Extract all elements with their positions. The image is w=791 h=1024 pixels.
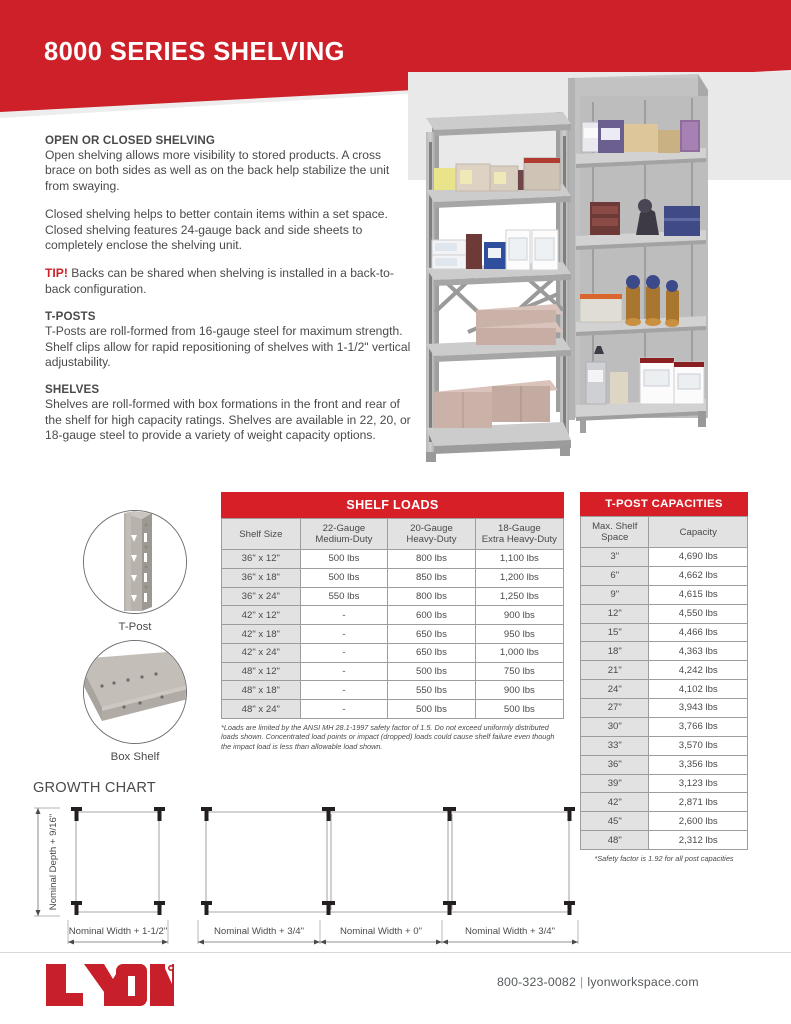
table-row: [581, 623, 748, 642]
cell-max-shelf-space: 36": [581, 755, 649, 774]
tpost-capacities-banner: T-POST CAPACITIES: [580, 492, 748, 516]
growth-bay-label-4: Nominal Width + 3/4": [464, 926, 556, 937]
table-row: [581, 831, 748, 850]
footer-divider: [0, 952, 791, 953]
table-row: [222, 700, 564, 719]
cell-shelf-size: 36" x 18": [222, 568, 301, 587]
figure-caption-box-shelf: Box Shelf: [110, 751, 160, 763]
cell-shelf-size: 48" x 24": [222, 700, 301, 719]
shelf-loads-banner: SHELF LOADS: [221, 492, 564, 518]
cell-load-value: -: [300, 643, 388, 662]
cell-load-value: 1,200 lbs: [475, 568, 563, 587]
cell-load-value: 850 lbs: [388, 568, 476, 587]
cell-load-value: 800 lbs: [388, 587, 476, 606]
cell-capacity: 3,943 lbs: [649, 699, 748, 718]
table-header-row: [222, 519, 564, 550]
cell-shelf-size: 48" x 18": [222, 681, 301, 700]
table-row: [222, 681, 564, 700]
cell-capacity: 3,766 lbs: [649, 717, 748, 736]
cell-max-shelf-space: 18": [581, 642, 649, 661]
cell-load-value: 650 lbs: [388, 625, 476, 644]
cell-capacity: 2,871 lbs: [649, 793, 748, 812]
paragraph-shelves: Shelves are roll-formed with box formations in the front and rear of the shelf for high capacity ratings. Shelves are available in 22, 20, or 18-gauge steel to provide a variety of weight capacity options.: [45, 397, 411, 443]
cell-max-shelf-space: 9": [581, 585, 649, 604]
cell-max-shelf-space: 27": [581, 699, 649, 718]
table-row: [581, 680, 748, 699]
growth-chart-title: GROWTH CHART: [33, 780, 156, 796]
shelf-loads-footnote: *Loads are limited by the ANSI MH 28.1-1997 safety factor of 1.5. Do not exceed uniformly distributed loads shown. Concentrated load points or impact (dropped) loads could cause shelf failure even though the impact load is less than allowable load shown.: [221, 723, 555, 751]
cell-shelf-size: 42" x 12": [222, 606, 301, 625]
cell-load-value: -: [300, 681, 388, 700]
shelving-illustration: [408, 72, 791, 470]
heading-t-posts: T-POSTS: [45, 310, 96, 324]
footer-website[interactable]: lyonworkspace.com: [587, 975, 699, 989]
copy-block-shelves: [45, 383, 411, 443]
paragraph-tip: [45, 266, 411, 297]
shelf-loads-table: [221, 492, 564, 751]
col-18-gauge: 18-Gauge Extra Heavy-Duty: [475, 519, 563, 550]
growth-bay-label-1: Nominal Width + 1-1/2": [68, 926, 168, 937]
figure-box-shelf: [83, 640, 187, 763]
paragraph-t-posts: T-Posts are roll-formed from 16-gauge steel for maximum strength. Shelf clips allow for rapid repositioning of shelves with 1-1/2" vertical adjustability.: [45, 324, 411, 370]
cell-shelf-size: 48" x 12": [222, 662, 301, 681]
cell-capacity: 4,102 lbs: [649, 680, 748, 699]
col-max-shelf-space: Max. Shelf Space: [581, 517, 649, 548]
table-row: [581, 699, 748, 718]
copy-block-t-posts: [45, 310, 411, 370]
heading-shelves: SHELVES: [45, 383, 100, 397]
table-row: [222, 643, 564, 662]
table-row: [581, 585, 748, 604]
growth-depth-label: Nominal Depth + 9/16": [48, 813, 59, 911]
cell-capacity: 3,356 lbs: [649, 755, 748, 774]
shelf-loads-grid: [221, 518, 564, 719]
cell-capacity: 4,363 lbs: [649, 642, 748, 661]
table-header-row: [581, 517, 748, 548]
cell-load-value: 650 lbs: [388, 643, 476, 662]
cell-max-shelf-space: 48": [581, 831, 649, 850]
table-row: [581, 566, 748, 585]
cell-capacity: 2,600 lbs: [649, 812, 748, 831]
cell-max-shelf-space: 45": [581, 812, 649, 831]
figure-t-post: [83, 510, 187, 633]
cell-capacity: 3,123 lbs: [649, 774, 748, 793]
figure-caption-t-post: T-Post: [118, 621, 152, 633]
cell-capacity: 2,312 lbs: [649, 831, 748, 850]
cell-load-value: 500 lbs: [388, 662, 476, 681]
growth-bay-label-2: Nominal Width + 3/4": [213, 926, 305, 937]
body-copy: [45, 134, 411, 457]
table-row: [222, 568, 564, 587]
cell-load-value: 1,250 lbs: [475, 587, 563, 606]
cell-capacity: 4,242 lbs: [649, 661, 748, 680]
cell-load-value: 600 lbs: [388, 606, 476, 625]
table-row: [581, 548, 748, 567]
col-20-gauge: 20-Gauge Heavy-Duty: [388, 519, 476, 550]
cell-load-value: 750 lbs: [475, 662, 563, 681]
cell-load-value: 800 lbs: [388, 550, 476, 569]
tip-label: TIP!: [45, 266, 68, 281]
cell-load-value: 900 lbs: [475, 681, 563, 700]
copy-block-closed-shelving: [45, 207, 411, 253]
cell-capacity: 4,690 lbs: [649, 548, 748, 567]
cell-load-value: 500 lbs: [388, 700, 476, 719]
cell-max-shelf-space: 12": [581, 604, 649, 623]
cell-max-shelf-space: 21": [581, 661, 649, 680]
cell-load-value: 1,100 lbs: [475, 550, 563, 569]
cell-load-value: 500 lbs: [300, 550, 388, 569]
cell-capacity: 3,570 lbs: [649, 736, 748, 755]
cell-shelf-size: 42" x 24": [222, 643, 301, 662]
heading-open-or-closed-shelving: OPEN OR CLOSED SHELVING: [45, 134, 216, 147]
cell-max-shelf-space: 39": [581, 774, 649, 793]
cell-load-value: 1,000 lbs: [475, 643, 563, 662]
cell-load-value: -: [300, 606, 388, 625]
footer-separator: |: [579, 975, 584, 989]
cell-load-value: 950 lbs: [475, 625, 563, 644]
growth-bay-label-3: Nominal Width + 0": [339, 926, 423, 937]
cell-load-value: 550 lbs: [388, 681, 476, 700]
table-row: [222, 625, 564, 644]
tpost-capacities-footnote: *Safety factor is 1.92 for all post capacities: [594, 854, 734, 863]
t-post-circle-photo: [83, 510, 187, 614]
table-row: [581, 793, 748, 812]
table-row: [581, 755, 748, 774]
table-row: [581, 604, 748, 623]
cell-load-value: 550 lbs: [300, 587, 388, 606]
cell-load-value: 500 lbs: [300, 568, 388, 587]
copy-block-open-closed: [45, 134, 411, 194]
table-row: [581, 642, 748, 661]
cell-capacity: 4,550 lbs: [649, 604, 748, 623]
table-row: [581, 774, 748, 793]
col-22-gauge: 22-Gauge Medium-Duty: [300, 519, 388, 550]
table-row: [581, 661, 748, 680]
cell-max-shelf-space: 6": [581, 566, 649, 585]
footer-phone[interactable]: 800-323-0082: [497, 975, 576, 989]
col-shelf-size: Shelf Size: [222, 519, 301, 550]
paragraph-open-shelving: Open shelving allows more visibility to stored products. A cross brace on both sides as well as on the back help stabilize the unit from swaying.: [45, 148, 390, 193]
cell-shelf-size: 36" x 12": [222, 550, 301, 569]
cell-capacity: 4,615 lbs: [649, 585, 748, 604]
box-shelf-circle-photo: [83, 640, 187, 744]
tpost-capacities-grid: [580, 516, 748, 850]
copy-block-tip: [45, 266, 411, 297]
cell-max-shelf-space: 15": [581, 623, 649, 642]
cell-max-shelf-space: 30": [581, 717, 649, 736]
page-title: 8000 SERIES SHELVING: [44, 38, 345, 66]
cell-capacity: 4,662 lbs: [649, 566, 748, 585]
cell-load-value: 900 lbs: [475, 606, 563, 625]
tip-text: Backs can be shared when shelving is installed in a back-to-back configuration.: [45, 266, 394, 296]
cell-shelf-size: 36" x 24": [222, 587, 301, 606]
cell-load-value: 500 lbs: [475, 700, 563, 719]
lyon-logo: [44, 962, 174, 1013]
table-row: [581, 736, 748, 755]
cell-max-shelf-space: 33": [581, 736, 649, 755]
cell-shelf-size: 42" x 18": [222, 625, 301, 644]
cell-capacity: 4,466 lbs: [649, 623, 748, 642]
cell-max-shelf-space: 24": [581, 680, 649, 699]
table-row: [222, 587, 564, 606]
cell-load-value: -: [300, 662, 388, 681]
paragraph-closed-shelving: Closed shelving helps to better contain items within a set space. Closed shelving features 24-gauge back and side sheets to completely enclose the shelving unit.: [45, 207, 388, 253]
table-row: [222, 662, 564, 681]
col-capacity: Capacity: [649, 517, 748, 548]
cell-load-value: -: [300, 625, 388, 644]
cell-max-shelf-space: 3": [581, 548, 649, 567]
table-row: [222, 550, 564, 569]
footer-contact: [497, 975, 699, 989]
shelving-product-photo: [408, 72, 791, 470]
growth-chart-diagram: [30, 798, 600, 948]
cell-load-value: -: [300, 700, 388, 719]
cell-max-shelf-space: 42": [581, 793, 649, 812]
table-row: [581, 717, 748, 736]
tpost-capacities-table: [580, 492, 748, 863]
table-row: [222, 606, 564, 625]
table-row: [581, 812, 748, 831]
